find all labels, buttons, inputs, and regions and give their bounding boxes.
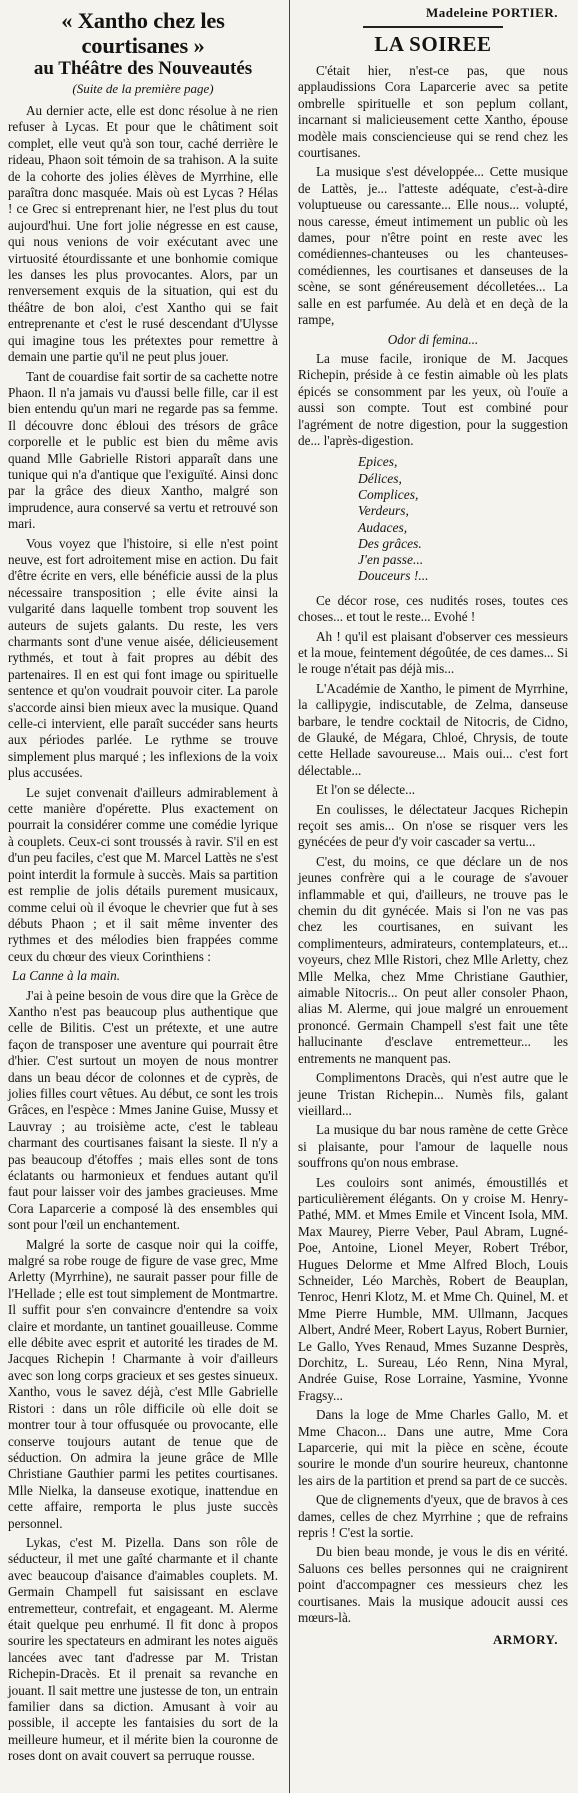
soiree-paragraph: C'était hier, n'est-ce pas, que nous applaudissions Cora Laparcerie avec sa petite ombrelle spirituelle et son peplum collant, incarnant si malicieusement cette Xantho, épouse modèle mais consciencieuse qui se rend chez les courtisanes.: [298, 63, 568, 161]
soiree-paragraph: Du bien beau monde, je vous le dis en vérité. Saluons ces belles personnes qui ne craignirent point d'accompagner ces messieurs chez les courtisanes. Mais la musique adoucit aussi ces mœurs-là.: [298, 1544, 568, 1626]
soiree-paragraph: Les couloirs sont animés, émoustillés et particulièrement élégants. On y croise M. Henry-Pathé, MM. et Mmes Emile et Vincent Isola, MM. Max Maurey, Pierre Veber, Paul Abram, Lugné-Poe, Antoine, Lionel Meyer, Robert Trébor, Hugues Delorme et Mme Alfred Bloch, Louis Schneider, Léo Marchès, Robert de Beauplan, Tenroc, Henri Klotz, M. et Mme Ch. Quinel, M. et Mme Pierre Humble, MM. Ullmann, Jacques Albert, André Meer, Robert Layus, Robert Burnier, Le Gallo, Yves Renaud, Mmes Suzanne Desprès, Dorchitz, L. Sureau, Léo Renn, Nina Myral, Andrée Guise, Rose Lorraine, Yasmine, Yvonne Fragsy...: [298, 1174, 568, 1403]
article-paragraph: Tant de couardise fait sortir de sa cachette notre Phaon. Il n'a jamais vu d'aussi belle fille, car il est bien entendu qu'un mari ne regarde pas sa femme. Il découvre donc ébloui des trésors de grâce corporelle et le public est bien du même avis quand Mlle Gabrielle Ristori apparaît dans une tunique qui n'a d'antique que l'exiguïté. Ainsi donc par la grâce des dieux Xantho, malgré son imprudence, aura conservé sa vertu et retrouvé son mari.: [8, 368, 278, 532]
italic-quote: La Canne à la main.: [12, 968, 121, 984]
article-subheadline: au Théâtre des Nouveautés: [33, 58, 253, 79]
article-headline: « Xantho chez les courtisanes »: [61, 8, 225, 58]
article-paragraph: Au dernier acte, elle est donc résolue à ne rien refuser à Lycas. Et pour que le châtiment soit complet, elle veut qu'à son tour, caché derrière le rideau, Phaon soit témoin de sa trahison. A la suite de la cohorte des jolies élèves de Myrrhine, elle paraîtra donc masquée. Mais où est Lycas ? Hélas ! ce Grec si entreprenant hier, ne l'est plus du tout aujourd'hui. Une fort jolie négresse en est cause, qui nous venions de voir exécutant avec une virtuosité étourdissante et une bonhomie comique les danses les plus provocantes. Alors, par un renversement exquis de la situation, qui est du théâtre de bon aloi, c'est Xantho qui se fait entreprenante et c'est le rusé descendant d'Ulysse qui imagine tous les prétextes pour remettre à demain une partie qu'il ne peut plus jouer.: [8, 103, 278, 365]
soiree-paragraph: Et l'on se délecte...: [316, 782, 416, 798]
soiree-paragraph: En coulisses, le délectateur Jacques Richepin reçoit ses amis... On n'ose se risquer vers les gynécées de peur d'y voir cascader sa vertu...: [298, 801, 568, 850]
soiree-paragraph: Ce décor rose, ces nudités roses, toutes ces choses... et tout le reste... Evohé !: [298, 592, 568, 625]
soiree-paragraph: Que de clignements d'yeux, que de bravos à ces dames, celles de chez Myrrhine ; que de refrains repris ! C'est la sortie.: [298, 1492, 568, 1541]
soiree-paragraph: C'est, du moins, ce que déclare un de nos jeunes confrère qui a le courage de s'avouer inflammable et qui, d'ailleurs, ne trouve pas le chemin du dit gynécée. Mais si l'on ne vas pas chez les courtisanes, en suivant les complimenteurs, admirateurs, contemplateurs, et... voyeurs, chez Mlle Ristori, chez Mlle Arletty, chez Mlle Melka, chez Mme Christiane Gauthier, aimable Nitocris... On peut aller consoler Phaon, alias M. Alerme, qui joue malgré un enrouement prononcé. Germain Champell s'est fait une tête hallucinante d'esclave entremetteur... les entrements ne manquent pas.: [298, 853, 568, 1066]
soiree-paragraph: L'Académie de Xantho, le piment de Myrrhine, la callipygie, indiscutable, de Zelma, danseuse barbare, le tendre cocktail de Nitocris, de Cidno, de Glauké, de Mégara, Chloé, Chrysis, de toute cette Hellade savoureuse... Mais oui... c'est fort délectable...: [298, 680, 568, 778]
left-column: [8, 0, 278, 1768]
article-paragraph: Malgré la sorte de casque noir qui la coiffe, malgré sa robe rouge de figure de vase grec, Mme Arletty (Myrrhine), ne saurait passer pour fille de l'Hellade ; elle est tout simplement de Montmartre. Il suffit pour s'en convaincre d'entendre sa voix claire et mordante, un tantinet gouailleuse. Comme elle débite avec esprit et autorité les tirades de M. Jacques Richepin ! Charmante à voir d'ailleurs avec son long corps gracieux et ses gestes sinueux. Xantho, vous le savez déjà, c'est Mlle Gabrielle Ristori : dans un rôle difficile où elle doit se montrer tour à tour offusquée ou provocante, elle conserve toujours autant de tenue que de séduction. On admira la jeune grâce de Mlle Christiane Gauthier parmi les petites courtisanes. Mlle Nielka, la danseuse exotique, inattendue en cette affaire, remporta le plus juste succès personnel.: [8, 1236, 278, 1531]
poem-line: Audaces,: [358, 519, 408, 535]
article-author: Madeleine PORTIER.: [425, 5, 558, 20]
soiree-paragraph: La muse facile, ironique de M. Jacques Richepin, préside à ce festin aimable où les plats épicés se consomment par les yeux, où l'ouïe a aussi son compte. Tout est combiné pour l'agrément de notre digestion, pour la suggestion de... l'après-digestion.: [298, 350, 568, 448]
article-paragraph: Vous voyez que l'histoire, si elle n'est point neuve, est fort adroitement mise en action. Du fait d'être écrite en vers, elle bénéficie aussi de la plus nécessaire transposition ; elle évite ainsi la vulgarité dans laquelle tombent trop souvent les auteurs de sujets galants. Du reste, les vers charmants sont d'une venue aisée, délicieusement rythmés, et tout à fait propres au débit des partenaires. Il en est qui font image ou spirituelle sentence et qu'on voudrait pouvoir citer. La parole s'accorde ainsi bien mieux avec la musique. Quand celle-ci intervient, elle paraît succéder sans heurts aux périodes parlée. Le rythme se trouve simplement plus marqué ; les inflexions de la voix plus accusées.: [8, 535, 278, 781]
soiree-paragraph: La musique s'est développée... Cette musique de Lattès, je... l'atteste adéquate, c'est-à-dire voluptueuse ou caressante... Elle nous... volupté, nous caresse, émeut intimement un public où les dames, pour n'être point en reste avec les comédiennes-chanteuses ou les chanteuses-comédiennes, les courtisanes et danseuses de la scène, se sont généreusement décolletées... La salle en est parfumée. Au delà et en deçà de la rampe,: [298, 164, 568, 328]
poem: [358, 454, 568, 584]
poem-line: Douceurs !...: [358, 568, 429, 584]
odor-line: Odor di femina...: [387, 331, 479, 347]
poem-line: J'en passe...: [358, 552, 424, 568]
poem-line: Verdeurs,: [358, 503, 409, 519]
poem-line: Complices,: [358, 486, 419, 502]
column-divider: [289, 0, 290, 1793]
article-paragraph: Le sujet convenait d'ailleurs admirablement à cette manière d'opérette. Plus exactement on pourrait la considérer comme une comédie lyrique à couplets. Ceux-ci sont troussés à ravir. S'il en est d'un peu faciles, c'est que M. Marcel Lattès ne s'est point interdit la formule à succès. Mais sa partition est remplie de jolis détails purement musicaux, comme celui où il évoque le chevrier que fut à ses débuts Phaon ; et il sait même inventer des rythmes et des mélodies bien frappées comme ceux du chœur des vieux Corinthiens :: [8, 784, 278, 964]
soiree-heading-block: [298, 26, 568, 57]
soiree-title: LA SOIREE: [374, 32, 492, 56]
soiree-signature: ARMORY.: [492, 1631, 558, 1647]
soiree-paragraph: La musique du bar nous ramène de cette Grèce si plaisante, pour l'amour de laquelle nous souffrons qu'on nous embrase.: [298, 1122, 568, 1171]
poem-line: Délices,: [358, 470, 402, 486]
poem-line: Des grâces.: [358, 535, 422, 551]
soiree-paragraph: Ah ! qu'il est plaisant d'observer ces messieurs et la moue, feintement dégoûtée, de ces dames... Si le rouge n'était pas déjà mis...: [298, 628, 568, 677]
soiree-paragraph: Dans la loge de Mme Charles Gallo, M. et Mme Chacon... Dans une autre, Mme Cora Laparcerie, qui mit la pièce en scène, écoute sourire le monde d'un sourire heureux, chantonne les airs de la partition et prend sa part de ce succès.: [298, 1407, 568, 1488]
soiree-paragraph: Complimentons Dracès, qui n'est autre que le jeune Tristan Richepin... Numès fils, galant vieillard...: [298, 1070, 568, 1118]
article-paragraph: J'ai à peine besoin de vous dire que la Grèce de Xantho n'est pas beaucoup plus authentique que celle de Bilitis. C'est un prétexte, et une autre façon de transposer une aventure qui pourrait être d'hier. C'est surtout un moyen de nous montrer dans un beau décor de colonnes et de cyprès, de jolies filles court vêtues. Au début, ce sont les trois Grâces, en l'espèce : Mmes Janine Guise, Mussy et Lauvray ; au troisième acte, c'est le tableau charmant des courtisanes faisant la sieste. Il n'y a pas beaucoup d'étoffes ; mais elles sont de tons éclatants ou harmonieux et fendues autant qu'il faut pour laisser voir des jambes gracieuses. Mme Cora Laparcerie a composé là des ensembles qui sont pour l'œil un enchantement.: [8, 987, 278, 1233]
continued-note: (Suite de la première page): [72, 81, 214, 96]
article-paragraph: Lykas, c'est M. Pizella. Dans son rôle de séducteur, il met une gaîté charmante et il chante avec beaucoup d'aisance d'aimables couplets. M. Germain Champell fut saisissant en esclave entremetteur, contrefait, et engageant. M. Alerme était quelque peu enrhumé. Il fit donc à propos sourire les spectateurs en admirant les notes aiguës lancées avec tant d'adresse par M. Tristan Richepin-Dracès. Et il prenait sa revanche en jouant. Il sait mettre une justesse de ton, un entrain familier dans sa diction. Amusant à voir au possible, il accepte les fantaisies du sort de la meilleure humeur, et il mérite bien la couronne de roses dont on avait couvert sa perruque rousse.: [8, 1534, 278, 1764]
poem-line: Epices,: [358, 454, 398, 470]
right-column: [298, 0, 568, 1653]
